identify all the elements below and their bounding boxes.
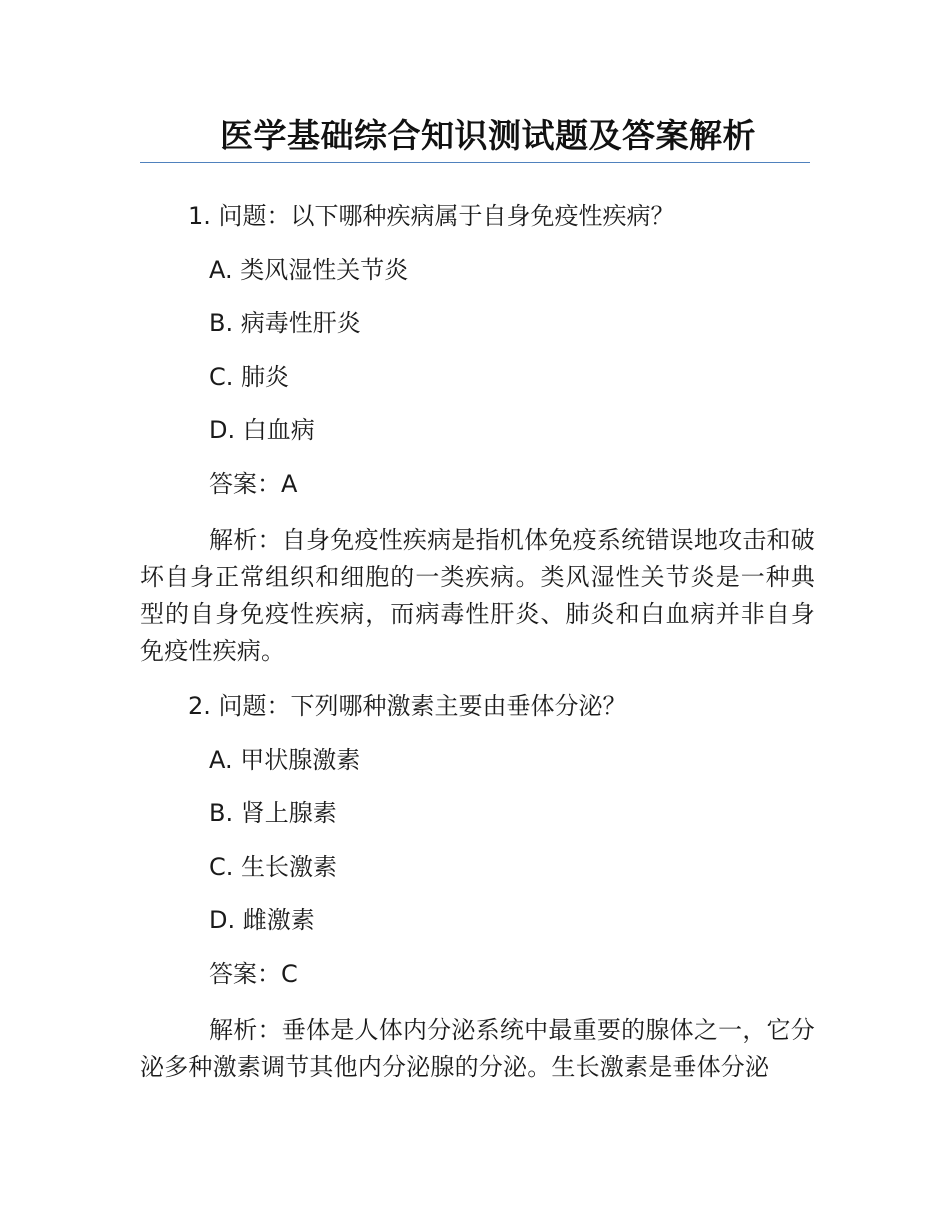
option-c: C. 生长激素 [209, 852, 338, 881]
option-b: B. 病毒性肝炎 [209, 309, 361, 337]
answer-text: 答案：C [209, 959, 298, 988]
option-b: B. 肾上腺素 [209, 799, 337, 827]
explanation-text: 解析：自身免疫性疾病是指机体免疫系统错误地攻击和破坏自身正常组织和细胞的一类疾病。类风湿性关节炎是一种典型的自身免疫性疾病，而病毒性肝炎、肺炎和白血病并非自身免疫性疾病。 [140, 526, 815, 665]
question-block-1 [140, 190, 815, 680]
option-a: A. 甲状腺激素 [209, 745, 361, 774]
document-body [140, 190, 815, 1096]
option-c: C. 肺炎 [209, 362, 290, 391]
option-d: D. 雌激素 [209, 906, 315, 934]
question-block-2 [140, 680, 815, 1096]
answer-text: 答案：A [209, 469, 298, 498]
question-text: 1. 问题：以下哪种疾病属于自身免疫性疾病？ [188, 202, 675, 230]
document-title: 医学基础综合知识测试题及答案解析 [220, 116, 756, 155]
title-underline [140, 162, 810, 163]
question-text: 2. 问题：下列哪种激素主要由垂体分泌？ [188, 692, 627, 720]
explanation-text: 解析：垂体是人体内分泌系统中最重要的腺体之一，它分泌多种激素调节其他内分泌腺的分泌。生长激素是垂体分泌 [140, 1016, 815, 1081]
option-d: D. 白血病 [209, 416, 315, 444]
option-a: A. 类风湿性关节炎 [209, 255, 409, 284]
